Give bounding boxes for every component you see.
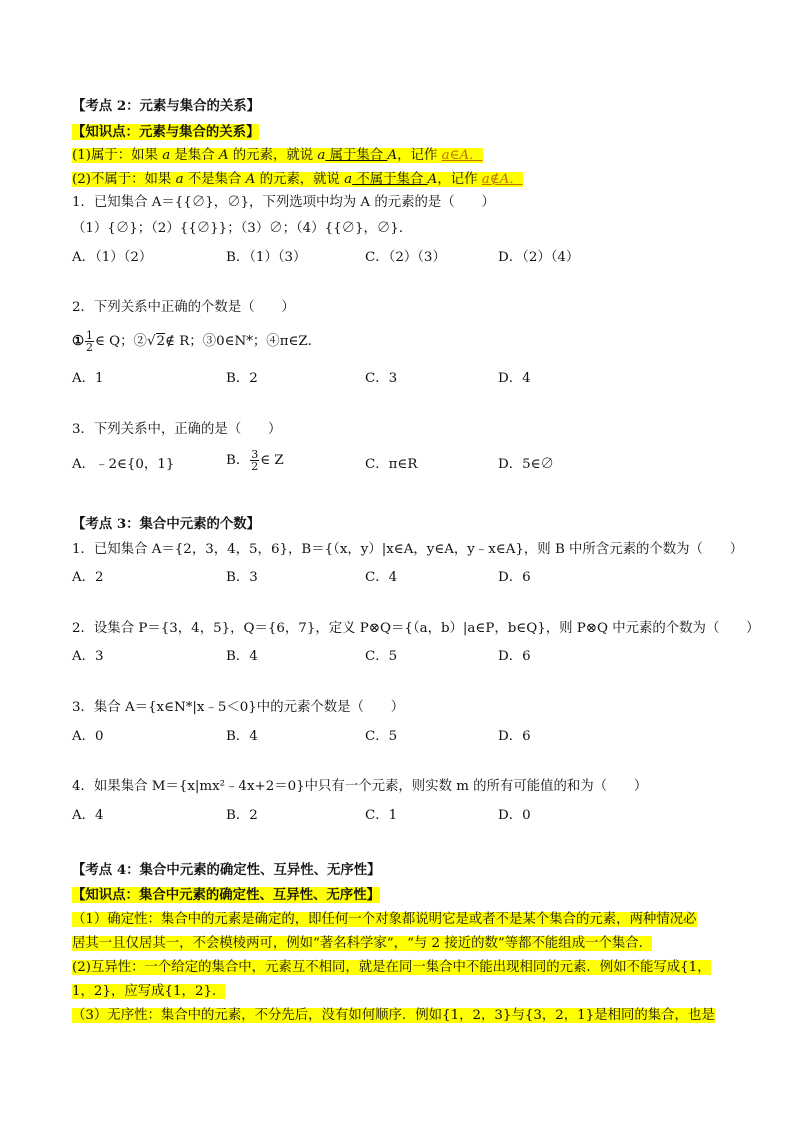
kp2-a: (2)不属于：如果 <box>72 172 176 187</box>
fraction-half: $\frac{1}{2}$ <box>86 329 94 354</box>
s2-q1-option-a: A．（1）（2） <box>72 250 153 265</box>
sqrt-icon: √ <box>146 334 156 349</box>
s2-q2-option-a: A．1 <box>72 371 104 386</box>
s2-q1-option-c: C．（2）（3） <box>365 250 446 265</box>
s3-q1-stem: 1．已知集合 A＝{2，3，4，5，6}，B＝{（x，y）|x∈A，y∈A，y﹣x∈A}，则 B 中所含元素的个数为（ ） <box>72 542 744 557</box>
kp1-i: ，记作 <box>397 148 442 163</box>
s4-line-2: 居其一且仅居其一，不会模棱两可，例如“著名科学家”，“与 2 接近的数”等都不能组成一个集合． <box>72 936 653 951</box>
s3-q3-option-c: C．5 <box>365 729 398 744</box>
c1-rest: ∈ Q；② <box>95 334 147 349</box>
s3-q3-option-b: B．4 <box>226 729 258 744</box>
kp1-b: a <box>162 148 171 163</box>
kp2-e: 的元素，就说 <box>255 172 345 187</box>
kp2-f: a <box>344 172 353 187</box>
kp2-j: a∉A． <box>481 172 523 187</box>
s4-line-5: （3）无序性：集合中的元素，不分先后，没有如何顺序．例如{1，2，3}与{3，2，1}是相同的集合，也是 <box>72 1008 715 1023</box>
s3-q4-option-c: C．1 <box>365 808 398 823</box>
s3-q3-option-d: D．6 <box>498 729 531 744</box>
s3-q2-option-c: C．5 <box>365 649 398 664</box>
kp1-h: A <box>387 148 398 163</box>
kp2-h: A <box>427 172 438 187</box>
s2-q2-stem: 2．下列关系中正确的个数是（ ） <box>72 300 295 315</box>
kp1-j: a∈A． <box>441 148 483 163</box>
section2-title: 【考点 2：元素与集合的关系】 <box>72 98 261 114</box>
s3-q3-option-a: A．0 <box>72 729 104 744</box>
kp1-a: (1)属于：如果 <box>72 148 163 163</box>
kp2-c: 不是集合 <box>183 172 246 187</box>
kp2-b: a <box>175 172 184 187</box>
s4-line-3: (2)互异性：一个给定的集合中，元素互不相同，就是在同一集合中不能出现相同的元素．例如不能写成{1， <box>72 960 711 975</box>
s3-q1-option-d: D．6 <box>498 570 531 585</box>
s2-q3-stem: 3．下列关系中，正确的是（ ） <box>72 422 282 437</box>
s3-q1-option-b: B．3 <box>226 570 258 585</box>
s4-line-4: 1，2}，应写成{1，2}． <box>72 984 226 999</box>
s3-q1-option-a: A．2 <box>72 570 104 585</box>
s2-q1-option-b: B．（1）（3） <box>226 250 307 265</box>
kp1-f: a <box>317 148 326 163</box>
s2-q2-option-c: C．3 <box>365 371 398 386</box>
s2-q1-items: （1）{∅}；（2）{{∅}}；（3）∅；（4）{{∅}，∅}． <box>72 221 413 236</box>
s2-q2-option-d: D．4 <box>498 371 531 386</box>
s3-q2-stem: 2．设集合 P＝{3，4，5}，Q＝{6，7}，定义 P⊗Q＝{（a，b）|a∈P，b∈Q}，则 P⊗Q 中元素的个数为（ ） <box>72 621 760 636</box>
circle-1: ① <box>72 333 85 349</box>
s3-q4-option-d: D．0 <box>498 808 531 823</box>
kp2-g: 不属于集合 <box>352 172 428 187</box>
s3-q2-option-b: B．4 <box>226 649 258 664</box>
section4-title: 【考点 4：集合中元素的确定性、互异性、无序性】 <box>72 862 381 878</box>
sqrt-value: 2 <box>156 334 166 349</box>
s3-q4-option-b: B．2 <box>226 808 258 823</box>
c2-rest: ∉ R；③0∈N*；④π∈Z． <box>165 334 322 349</box>
kp1-g: 属于集合 <box>325 148 388 163</box>
knowledge-point-1 <box>72 146 483 166</box>
s2-q2-choices <box>72 330 321 353</box>
kp1-d: A <box>218 148 229 163</box>
kp2-d: A <box>245 172 256 187</box>
s2-q1-option-d: D．（2）（4） <box>498 250 580 265</box>
section3-title: 【考点 3：集合中元素的个数】 <box>72 516 261 532</box>
section2-knowledge-title <box>72 122 259 142</box>
kp2-i: ，记作 <box>437 172 482 187</box>
s4-line-1: （1）确定性：集合中的元素是确定的，即任何一个对象都说明它是或者不是某个集合的元素，两种情况必 <box>72 912 697 927</box>
s2-q3-option-b: B． $\frac{3}{2}$ ∈ Z <box>226 448 284 473</box>
section4-knowledge-title <box>72 885 380 905</box>
kp1-e: 的元素，就说 <box>228 148 318 163</box>
s3-q1-option-c: C．4 <box>365 570 398 585</box>
s3-q3-stem: 3．集合 A＝{x∈N*|x﹣5＜0}中的元素个数是（ ） <box>72 700 405 715</box>
s2-q1-stem: 1．已知集合 A＝{{∅}，∅}，下列选项中均为 A 的元素的是（ ） <box>72 195 495 210</box>
fraction-three-halves: $\frac{3}{2}$ <box>251 448 259 473</box>
kp4-title-text: 【知识点：集合中元素的确定性、互异性、无序性】 <box>72 887 380 903</box>
s3-q2-option-d: D．6 <box>498 649 531 664</box>
kp1-c: 是集合 <box>170 148 219 163</box>
kp-title-text: 【知识点：元素与集合的关系】 <box>72 124 260 140</box>
s3-q4-stem: 4．如果集合 M＝{x|mx²﹣4x+2＝0}中只有一个元素，则实数 m 的所有可能值的和为（ ） <box>72 779 648 794</box>
knowledge-point-2 <box>72 170 523 190</box>
s2-q3-option-a: A．﹣2∈{0，1} <box>72 457 175 472</box>
s3-q2-option-a: A．3 <box>72 649 104 664</box>
s2-q3-option-c: C．π∈R <box>365 457 418 472</box>
s3-q4-option-a: A．4 <box>72 808 104 823</box>
s2-q3-option-d: D．5∈∅ <box>498 457 554 472</box>
s2-q2-option-b: B．2 <box>226 371 258 386</box>
